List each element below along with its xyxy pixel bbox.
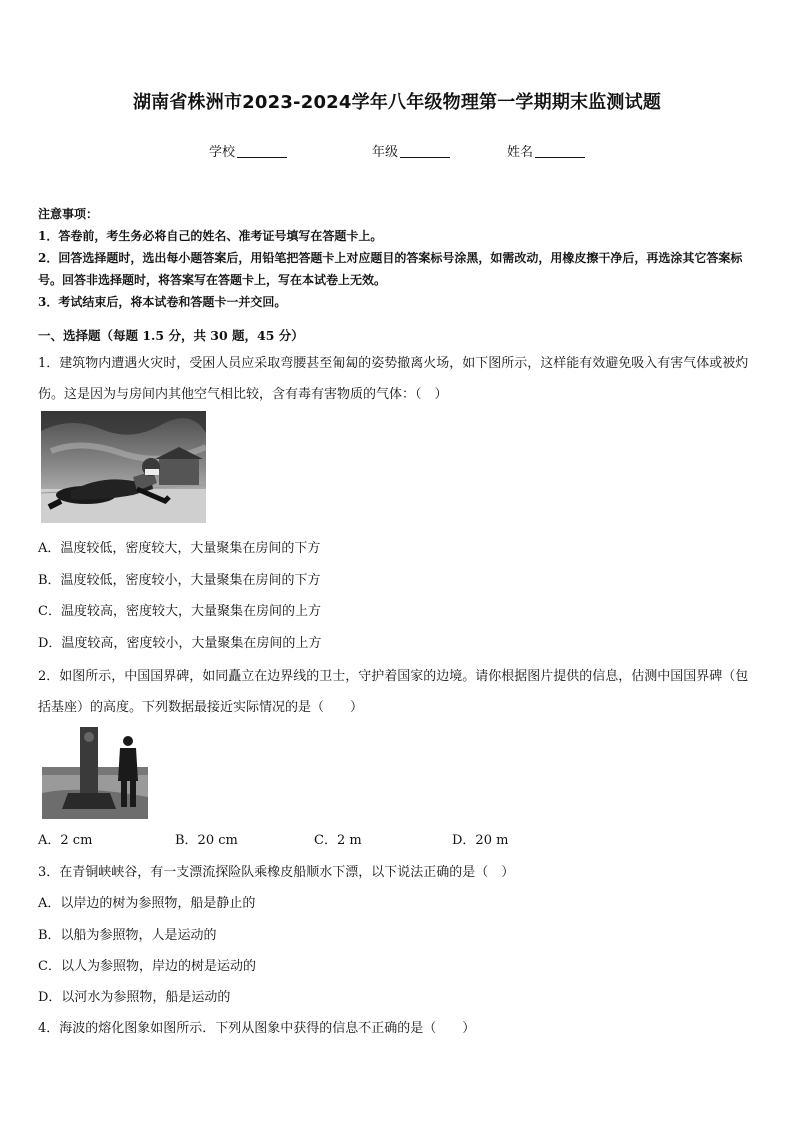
question-3-option-a: A．以岸边的树为参照物，船是静止的	[38, 896, 256, 911]
question-1-option-a: A．温度较低，密度较大，大量聚集在房间的下方	[38, 541, 321, 556]
question-2-option-d: D．20 m	[452, 833, 509, 848]
question-2-stem: 2．如图所示，中国国界碑，如同矗立在边界线的卫士，守护着国家的边境。请你根据图片提供的信息，估测中国国界碑（包括基座）的高度。下列数据最接近实际情况的是（ ）	[38, 669, 749, 715]
page-title: 湖南省株洲市2023-2024学年八年级物理第一学期期末监测试题	[132, 92, 662, 113]
question-2-option-a: A．2 cm	[38, 833, 93, 848]
question-3-option-b: B．以船为参照物，人是运动的	[38, 928, 217, 943]
note-item: 2．回答选择题时，选出每小题答案后，用铅笔把答题卡上对应题目的答案标号涂黑，如需改动，用橡皮擦干净后，再选涂其它答案标号。回答非选择题时，将答案写在答题卡上，写在本试卷上无效。	[38, 251, 743, 287]
question-4-stem: 4．海波的熔化图象如图所示．下列从图象中获得的信息不正确的是（ ）	[38, 1021, 476, 1036]
name-blank[interactable]	[535, 145, 585, 158]
question-1-stem: 1．建筑物内遭遇火灾时，受困人员应采取弯腰甚至匍匐的姿势撤离火场，如下图所示，这样能有效避免吸入有害气体或被灼伤。这是因为与房间内其他空气相比较，含有毒有害物质的气体：（ ）	[38, 356, 749, 402]
grade-label: 年级	[372, 145, 399, 160]
notes-heading: 注意事项：	[38, 207, 99, 221]
question-2-option-c: C．2 m	[314, 833, 362, 848]
grade-blank[interactable]	[400, 145, 450, 158]
question-2-option-b: B．20 cm	[175, 833, 238, 848]
school-field[interactable]	[209, 141, 287, 160]
question-1-option-b: B．温度较低，密度较小，大量聚集在房间的下方	[38, 573, 321, 588]
section-heading: 一、选择题（每题 1.5 分，共 30 题，45 分）	[38, 328, 304, 343]
name-label: 姓名	[507, 145, 534, 160]
school-label: 学校	[209, 145, 236, 160]
boundary-marker-image	[42, 723, 148, 819]
question-3-option-d: D．以河水为参照物，船是运动的	[38, 990, 231, 1005]
exam-notes	[38, 203, 760, 313]
grade-field[interactable]	[372, 141, 450, 160]
note-item: 1．答卷前，考生务必将自己的姓名、准考证号填写在答题卡上。	[38, 229, 383, 243]
name-field[interactable]	[507, 141, 585, 160]
question-1-option-d: D．温度较高，密度较小，大量聚集在房间的上方	[38, 636, 322, 651]
crawling-person-image	[41, 411, 206, 523]
question-3-stem: 3．在青铜峡峡谷，有一支漂流探险队乘橡皮船顺水下漂，以下说法正确的是（ ）	[38, 865, 515, 880]
question-3-option-c: C．以人为参照物，岸边的树是运动的	[38, 959, 256, 974]
school-blank[interactable]	[237, 145, 287, 158]
note-item: 3．考试结束后，将本试卷和答题卡一并交回。	[38, 295, 287, 309]
question-1-option-c: C．温度较高，密度较大，大量聚集在房间的上方	[38, 604, 321, 619]
